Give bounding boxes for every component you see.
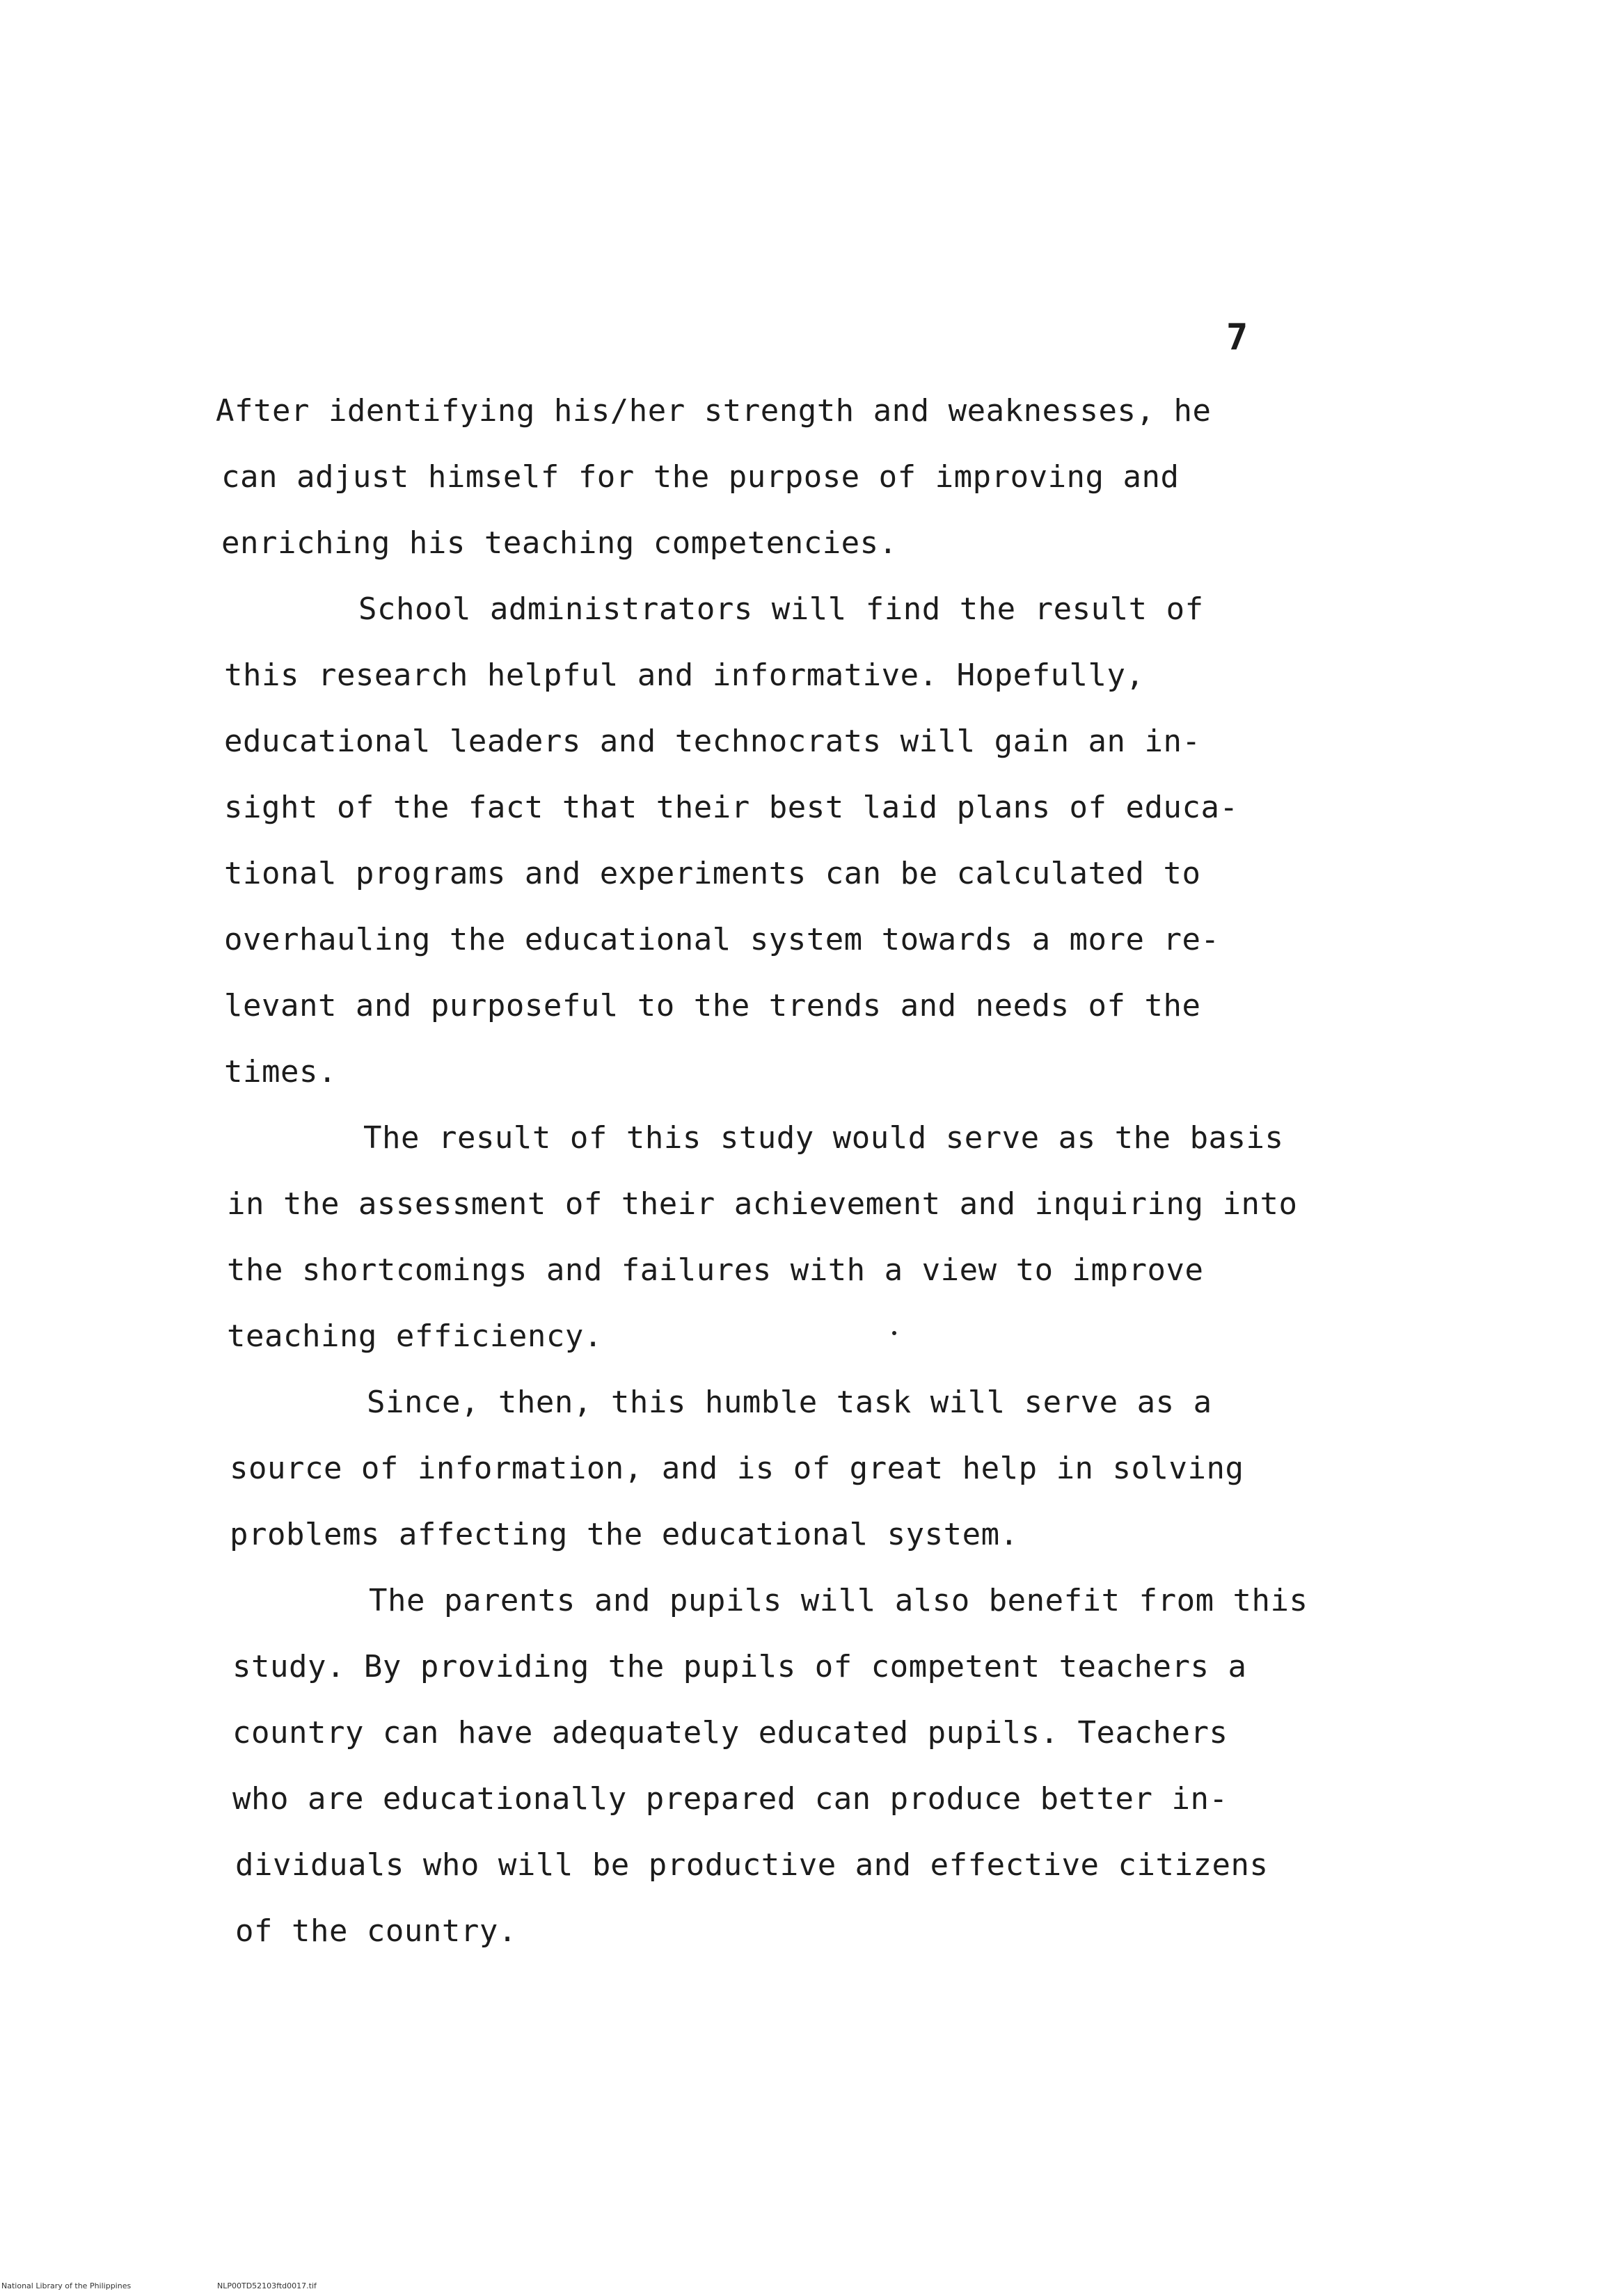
- text-line: educational leaders and technocrats will gain an in-: [224, 724, 1201, 759]
- text-line: times.: [224, 1054, 337, 1090]
- text-line: who are educationally prepared can produce better in-: [232, 1781, 1228, 1817]
- text-line: enriching his teaching competencies.: [221, 525, 898, 561]
- text-line: this research helpful and informative. Hopefully,: [224, 657, 1145, 693]
- text-line: levant and purposeful to the trends and needs of the: [224, 988, 1201, 1023]
- footer-filename: NLP00TD52103ftd0017.tif: [217, 2281, 317, 2290]
- ink-speck: [892, 1331, 896, 1335]
- page-number: 7: [1226, 317, 1248, 358]
- text-line: The parents and pupils will also benefit from this: [369, 1583, 1308, 1618]
- text-line: can adjust himself for the purpose of improving and: [221, 459, 1180, 495]
- text-line: Since, then, this humble task will serve as a: [367, 1385, 1212, 1420]
- text-line: The result of this study would serve as the basis: [363, 1120, 1284, 1156]
- text-line: After identifying his/her strength and weaknesses, he: [216, 393, 1212, 429]
- text-line: of the country.: [235, 1913, 517, 1949]
- text-line: in the assessment of their achievement and inquiring into: [227, 1186, 1298, 1222]
- text-line: source of information, and is of great help in solving: [230, 1451, 1244, 1486]
- text-line: School administrators will find the result of: [358, 591, 1204, 627]
- text-line: country can have adequately educated pupils. Teachers: [232, 1715, 1228, 1751]
- text-line: tional programs and experiments can be calculated to: [224, 856, 1201, 891]
- text-line: sight of the fact that their best laid plans of educa-: [224, 790, 1239, 825]
- text-line: overhauling the educational system towards a more re-: [224, 922, 1220, 957]
- footer-library: National Library of the Philippines: [1, 2281, 132, 2290]
- text-line: the shortcomings and failures with a view to improve: [227, 1252, 1204, 1288]
- text-line: problems affecting the educational system.: [230, 1517, 1019, 1552]
- text-line: dividuals who will be productive and effective citizens: [235, 1847, 1269, 1883]
- text-line: teaching efficiency.: [227, 1318, 603, 1354]
- text-line: study. By providing the pupils of competent teachers a: [232, 1649, 1247, 1684]
